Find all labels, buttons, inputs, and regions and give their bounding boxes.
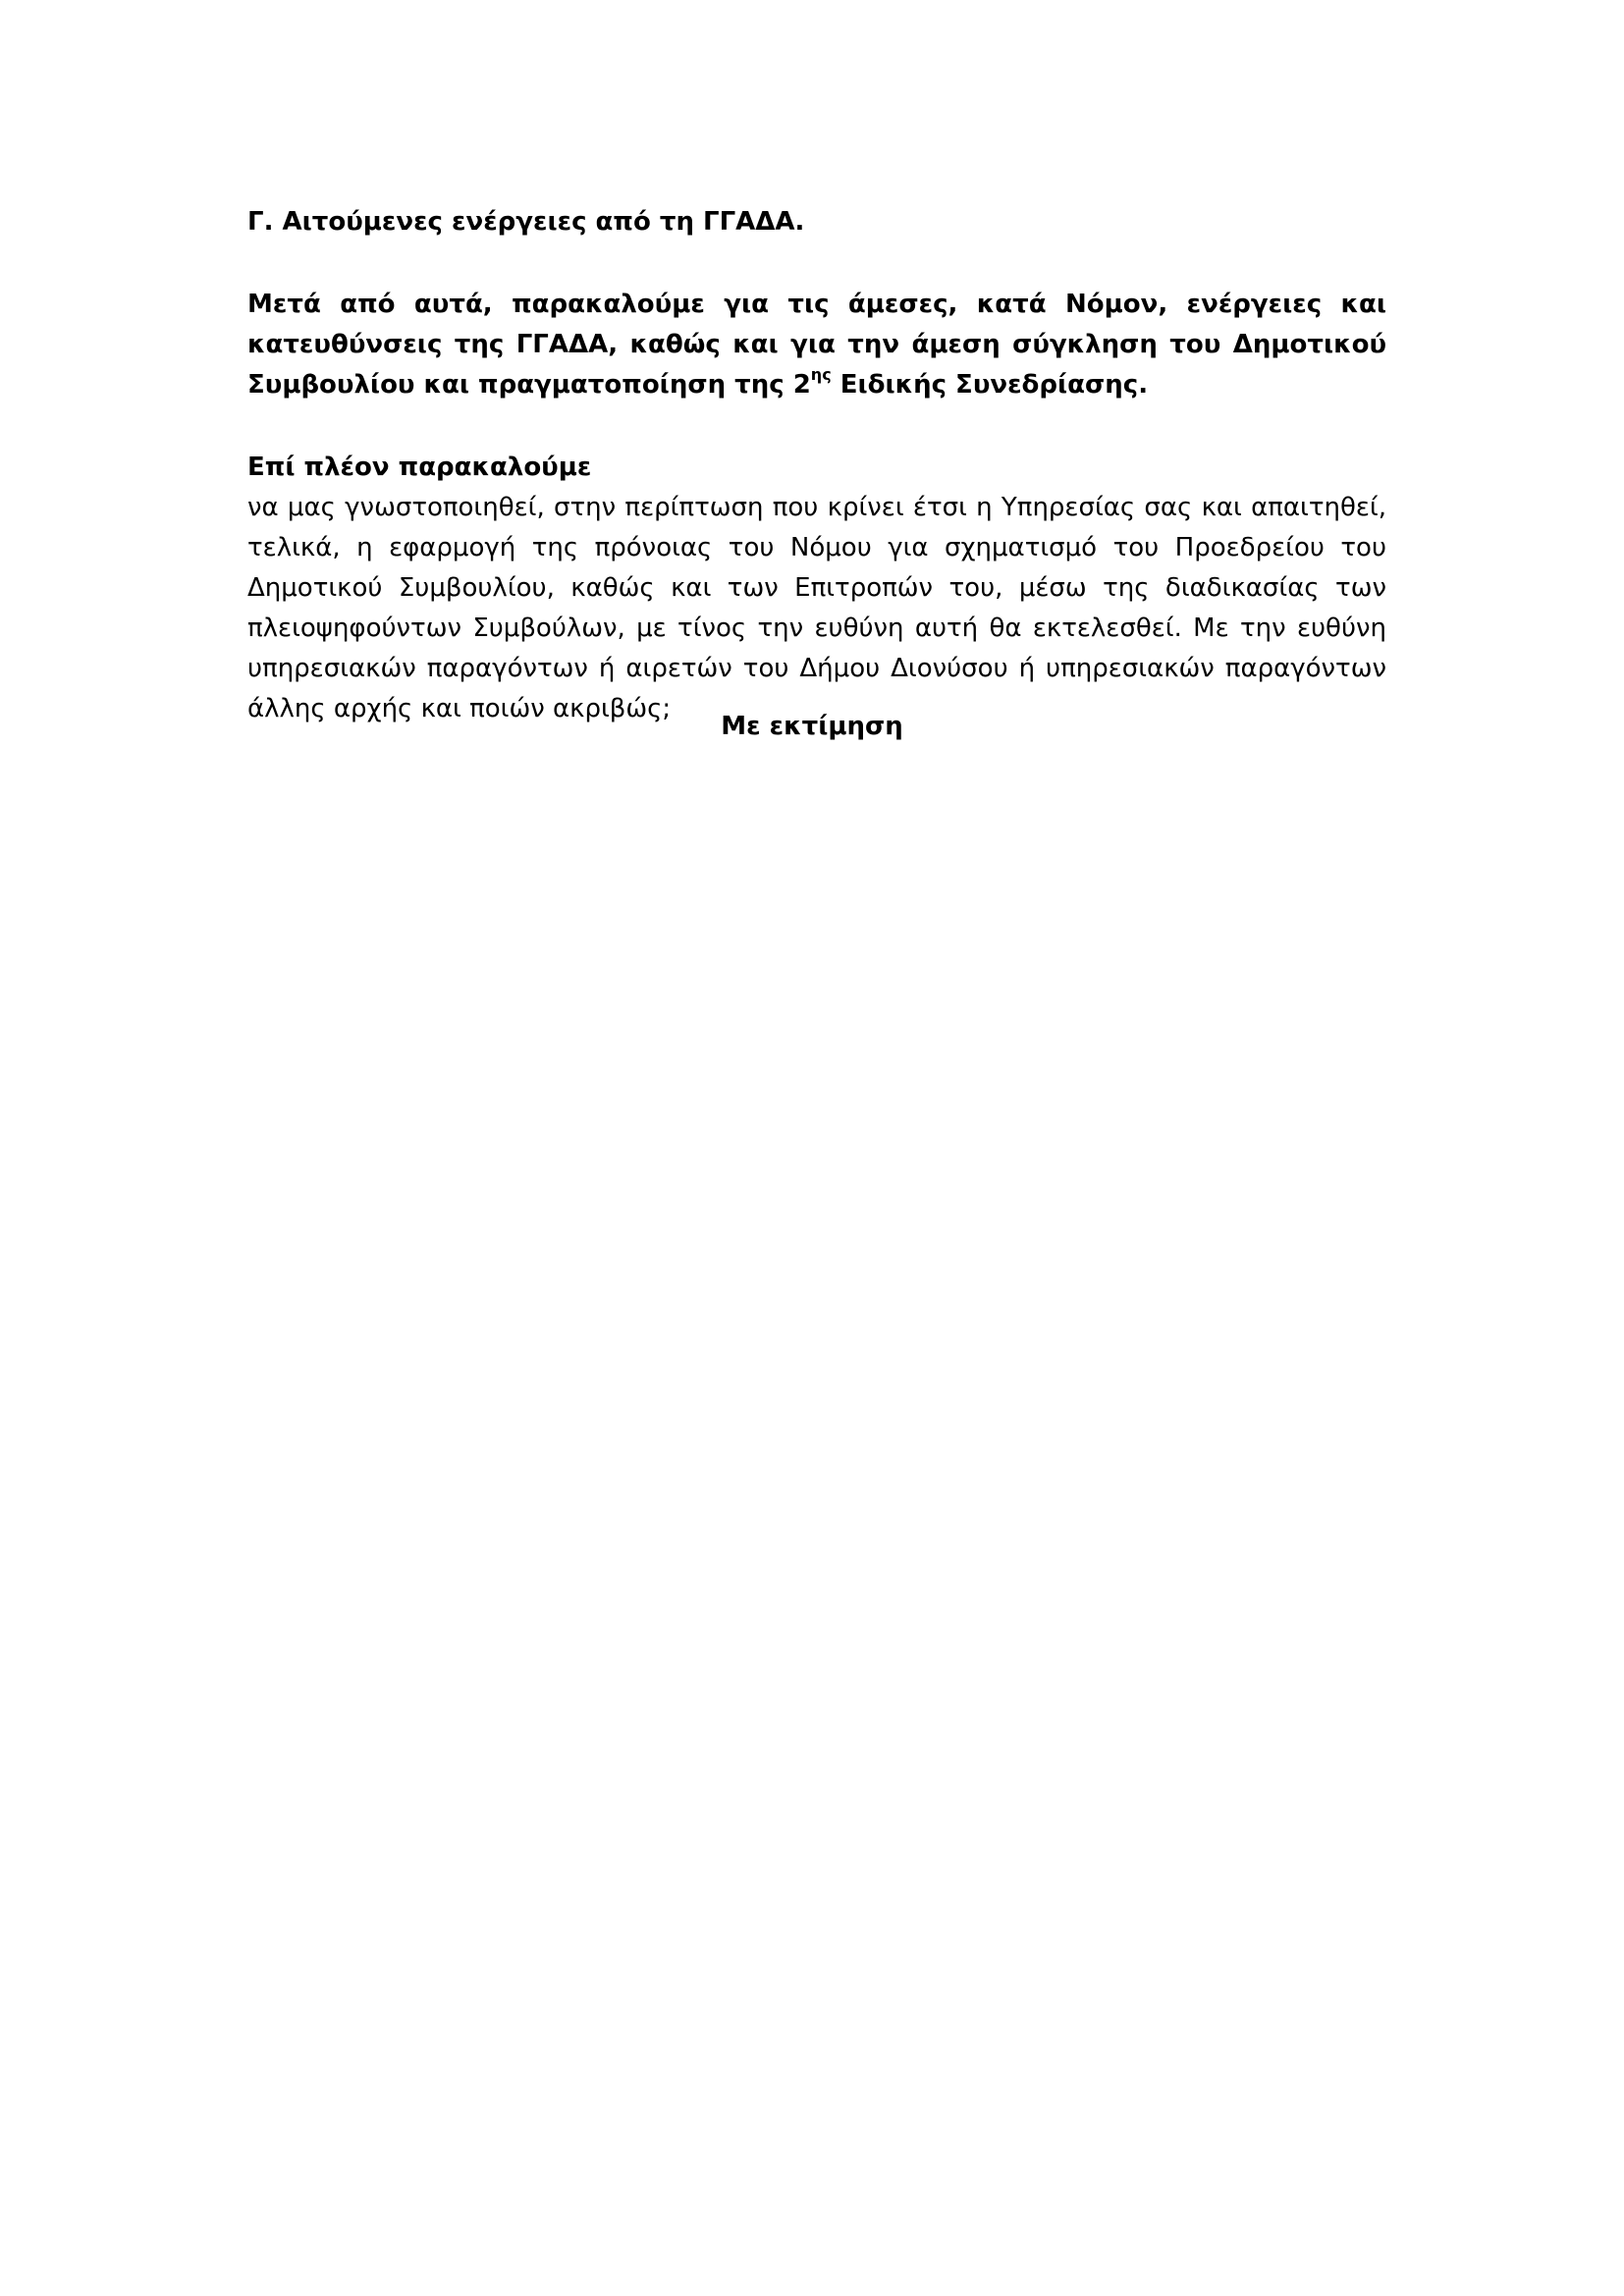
further-request-body: να μας γνωστοποιηθεί, στην περίπτωση που κρίνει έτσι η Υπηρεσίας σας και απαιτηθεί, τελικά, η εφαρμογή της πρόνοιας του Νόμου για σχηματισμό του Προεδρείου του Δημοτικού Συμβουλίου, καθώς και των Επιτροπών του, μέσω της διαδικασίας των πλειοψηφούντων Συμβούλων, με τίνος την ευθύνη αυτή θα εκτελεσθεί. Με την ευθύνη υπηρεσιακών παραγόντων ή αιρετών του Δήμου Διονύσου ή υπηρεσιακών παραγόντων άλλης αρχής και ποιών ακριβώς; bbox=[247, 493, 1386, 723]
further-request-heading: Επί πλέον παρακαλούμε bbox=[247, 453, 592, 482]
closing-salutation: Με εκτίμηση bbox=[721, 712, 903, 741]
request-text-before: Μετά από αυτά, παρακαλούμε για τις άμεσες, κατά Νόμον, ενέργειες και κατευθύνσεις της ΓΓΑΔΑ, καθώς και για την άμεση σύγκληση του Δημοτικού Συμβουλίου και πραγματοποίηση της 2 bbox=[247, 290, 1386, 400]
ordinal-superscript: ης bbox=[810, 365, 832, 384]
request-text-after: Ειδικής Συνεδρίασης. bbox=[831, 370, 1149, 400]
document-body bbox=[247, 202, 1386, 729]
request-paragraph bbox=[247, 285, 1386, 405]
section-heading: Γ. Αιτούμενες ενέργειες από τη ΓΓΑΔΑ. bbox=[247, 207, 805, 237]
